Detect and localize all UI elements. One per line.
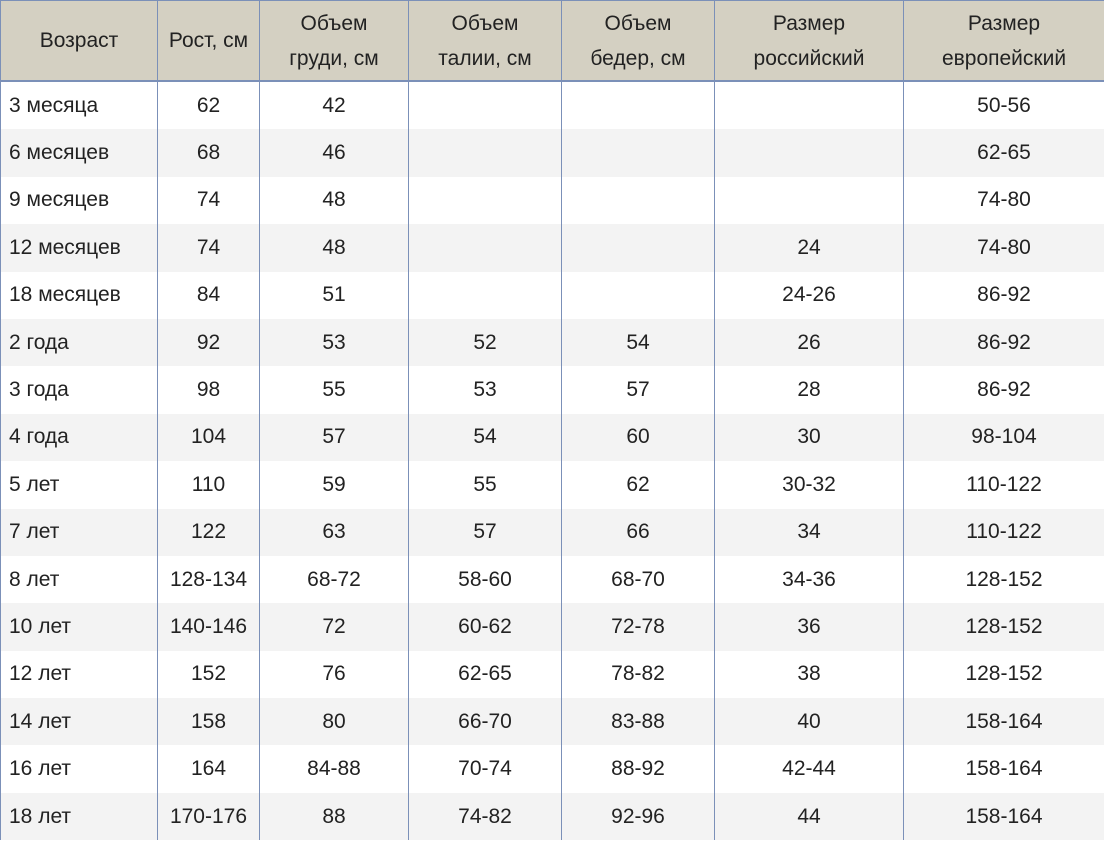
cell-hips: 57	[562, 366, 715, 413]
cell-waist: 74-82	[409, 793, 562, 840]
cell-hips	[562, 272, 715, 319]
cell-hips: 83-88	[562, 698, 715, 745]
cell-size-eu: 158-164	[904, 698, 1104, 745]
cell-height: 104	[158, 414, 260, 461]
cell-age: 12 месяцев	[1, 224, 158, 271]
table-row	[1, 793, 1104, 840]
cell-size-eu: 128-152	[904, 556, 1104, 603]
cell-age: 7 лет	[1, 509, 158, 556]
cell-chest: 80	[260, 698, 409, 745]
cell-size-ru: 24-26	[715, 272, 904, 319]
cell-chest: 48	[260, 177, 409, 224]
cell-height: 158	[158, 698, 260, 745]
cell-size-ru: 28	[715, 366, 904, 413]
header-row	[1, 1, 1104, 82]
cell-chest: 84-88	[260, 745, 409, 792]
table-row	[1, 414, 1104, 461]
cell-chest: 63	[260, 509, 409, 556]
cell-size-eu: 98-104	[904, 414, 1104, 461]
cell-size-ru: 26	[715, 319, 904, 366]
cell-size-ru: 38	[715, 651, 904, 698]
cell-hips: 92-96	[562, 793, 715, 840]
cell-age: 8 лет	[1, 556, 158, 603]
cell-size-ru: 36	[715, 603, 904, 650]
cell-chest: 55	[260, 366, 409, 413]
column-header-age	[1, 1, 158, 82]
table-row	[1, 272, 1104, 319]
cell-size-eu: 86-92	[904, 319, 1104, 366]
cell-age: 10 лет	[1, 603, 158, 650]
cell-size-ru: 40	[715, 698, 904, 745]
cell-size-eu: 158-164	[904, 745, 1104, 792]
cell-height: 128-134	[158, 556, 260, 603]
cell-waist: 52	[409, 319, 562, 366]
cell-height: 74	[158, 177, 260, 224]
cell-age: 3 месяца	[1, 81, 158, 129]
cell-hips: 68-70	[562, 556, 715, 603]
table-row	[1, 224, 1104, 271]
cell-waist: 54	[409, 414, 562, 461]
column-header-line: Размер	[967, 11, 1041, 35]
column-header-line: талии, см	[438, 46, 532, 70]
cell-age: 18 лет	[1, 793, 158, 840]
column-header-line: российский	[753, 46, 865, 70]
cell-age: 9 месяцев	[1, 177, 158, 224]
column-header-waist	[409, 1, 562, 82]
cell-age: 18 месяцев	[1, 272, 158, 319]
cell-chest: 88	[260, 793, 409, 840]
cell-age: 16 лет	[1, 745, 158, 792]
table-row	[1, 461, 1104, 508]
cell-waist: 70-74	[409, 745, 562, 792]
cell-hips	[562, 129, 715, 176]
cell-chest: 57	[260, 414, 409, 461]
column-header-line: груди, см	[289, 46, 379, 70]
cell-height: 62	[158, 81, 260, 129]
cell-height: 84	[158, 272, 260, 319]
column-header-line: Объем	[451, 11, 519, 35]
cell-height: 170-176	[158, 793, 260, 840]
cell-age: 4 года	[1, 414, 158, 461]
cell-hips: 78-82	[562, 651, 715, 698]
cell-size-eu: 128-152	[904, 603, 1104, 650]
table-row	[1, 177, 1104, 224]
cell-size-ru	[715, 177, 904, 224]
cell-size-ru: 24	[715, 224, 904, 271]
cell-chest: 48	[260, 224, 409, 271]
column-header-size-eu	[904, 1, 1104, 82]
cell-waist: 53	[409, 366, 562, 413]
table-row	[1, 509, 1104, 556]
cell-size-eu: 110-122	[904, 509, 1104, 556]
table-body	[1, 81, 1104, 840]
cell-hips: 72-78	[562, 603, 715, 650]
cell-height: 164	[158, 745, 260, 792]
cell-hips	[562, 81, 715, 129]
cell-waist	[409, 272, 562, 319]
cell-size-eu: 62-65	[904, 129, 1104, 176]
cell-chest: 46	[260, 129, 409, 176]
table-row	[1, 366, 1104, 413]
table-row	[1, 129, 1104, 176]
cell-height: 110	[158, 461, 260, 508]
cell-waist: 66-70	[409, 698, 562, 745]
cell-height: 74	[158, 224, 260, 271]
cell-size-ru: 30	[715, 414, 904, 461]
cell-waist	[409, 129, 562, 176]
cell-hips: 60	[562, 414, 715, 461]
cell-hips: 62	[562, 461, 715, 508]
column-header-line: бедер, см	[590, 46, 686, 70]
cell-hips: 88-92	[562, 745, 715, 792]
cell-waist	[409, 177, 562, 224]
cell-height: 152	[158, 651, 260, 698]
column-header-size-ru	[715, 1, 904, 82]
cell-waist	[409, 81, 562, 129]
cell-chest: 59	[260, 461, 409, 508]
column-header-height	[158, 1, 260, 82]
cell-size-eu: 86-92	[904, 272, 1104, 319]
table-row	[1, 745, 1104, 792]
cell-size-eu: 50-56	[904, 81, 1104, 129]
column-header-line: Рост, см	[168, 29, 249, 52]
table-row	[1, 603, 1104, 650]
cell-chest: 51	[260, 272, 409, 319]
column-header-line: Объем	[300, 11, 368, 35]
cell-hips	[562, 224, 715, 271]
cell-age: 6 месяцев	[1, 129, 158, 176]
column-header-chest	[260, 1, 409, 82]
cell-chest: 72	[260, 603, 409, 650]
table-header	[1, 1, 1104, 82]
table-row	[1, 319, 1104, 366]
cell-height: 98	[158, 366, 260, 413]
cell-age: 3 года	[1, 366, 158, 413]
cell-size-ru: 30-32	[715, 461, 904, 508]
cell-size-ru: 34	[715, 509, 904, 556]
cell-size-ru: 44	[715, 793, 904, 840]
cell-waist: 57	[409, 509, 562, 556]
cell-waist: 62-65	[409, 651, 562, 698]
column-header-line: европейский	[941, 46, 1067, 70]
cell-waist: 58-60	[409, 556, 562, 603]
cell-waist: 60-62	[409, 603, 562, 650]
cell-size-eu: 74-80	[904, 177, 1104, 224]
cell-hips: 66	[562, 509, 715, 556]
cell-size-ru: 34-36	[715, 556, 904, 603]
cell-size-eu: 74-80	[904, 224, 1104, 271]
cell-waist: 55	[409, 461, 562, 508]
column-header-hips	[562, 1, 715, 82]
cell-chest: 42	[260, 81, 409, 129]
table-row	[1, 556, 1104, 603]
cell-size-ru	[715, 81, 904, 129]
table-row	[1, 651, 1104, 698]
table-row	[1, 81, 1104, 129]
column-header-line: Возраст	[39, 29, 119, 52]
cell-chest: 53	[260, 319, 409, 366]
cell-height: 68	[158, 129, 260, 176]
table-row	[1, 698, 1104, 745]
cell-size-ru	[715, 129, 904, 176]
cell-size-ru: 42-44	[715, 745, 904, 792]
cell-size-eu: 158-164	[904, 793, 1104, 840]
cell-height: 92	[158, 319, 260, 366]
cell-hips: 54	[562, 319, 715, 366]
cell-height: 122	[158, 509, 260, 556]
column-header-line: Размер	[772, 11, 846, 35]
cell-size-eu: 86-92	[904, 366, 1104, 413]
cell-waist	[409, 224, 562, 271]
cell-hips	[562, 177, 715, 224]
cell-chest: 76	[260, 651, 409, 698]
cell-chest: 68-72	[260, 556, 409, 603]
column-header-line: Объем	[604, 11, 672, 35]
cell-size-eu: 110-122	[904, 461, 1104, 508]
cell-age: 2 года	[1, 319, 158, 366]
cell-age: 5 лет	[1, 461, 158, 508]
cell-age: 12 лет	[1, 651, 158, 698]
cell-size-eu: 128-152	[904, 651, 1104, 698]
cell-height: 140-146	[158, 603, 260, 650]
cell-age: 14 лет	[1, 698, 158, 745]
